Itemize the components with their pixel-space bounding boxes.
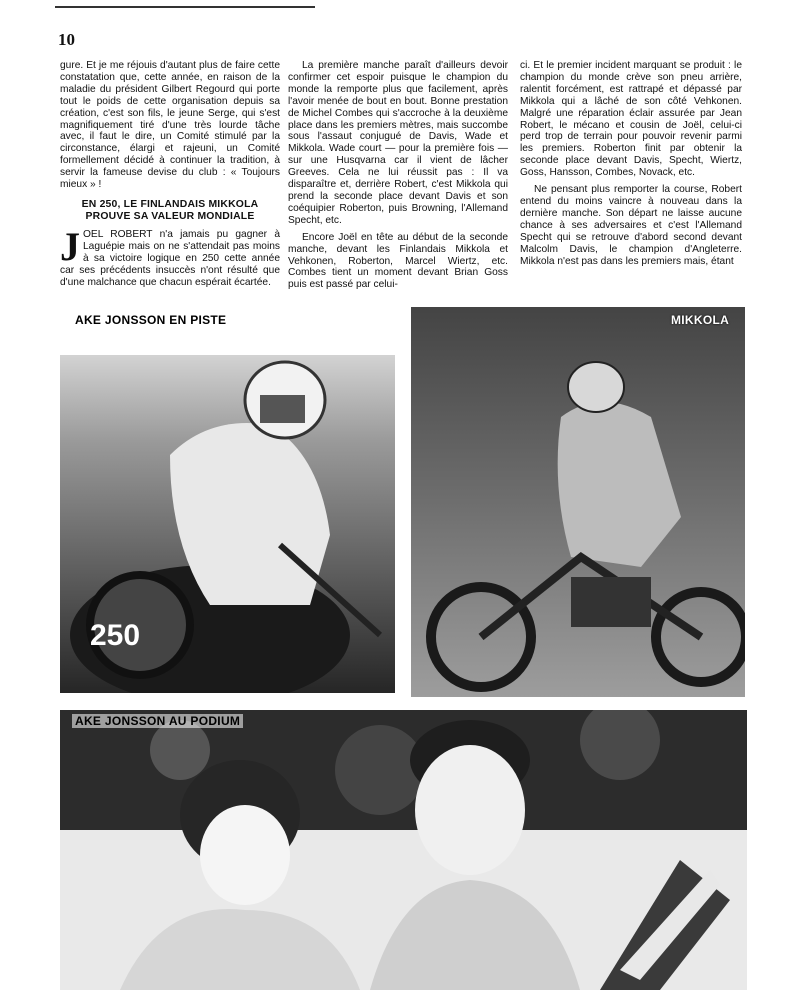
photo-podium [60, 710, 747, 990]
svg-text:250: 250 [90, 619, 141, 652]
caption-right-photo: MIKKOLA [671, 313, 730, 327]
column3-paragraph-1: ci. Et le premier incident marquant se produit : le champion du monde crève son pneu arrière, ralentit forcément, est rattrapé et dépassé par Mikkola qui a lâché de son côté Vehkonen. Malgré une réparation éclair assurée par Jean Robert, le mécano et cousin de Joël, celui-ci perd trop de terrain pour pouvoir revenir parmi les premiers. Roberton finit par obtenir la seconde place devant Davis, Specht, Wiertz, Goss, Hansson, Combes, Novack, etc. [520, 60, 742, 179]
photo-mikkola [411, 307, 745, 697]
text-column-3 [520, 60, 742, 267]
column1-paragraph-2 [60, 223, 280, 289]
text-column-1 [60, 60, 280, 289]
column3-paragraph-2: Ne pensant plus remporter la course, Robert entend du moins vaincre à nouveau dans la dernière manche. Son départ ne laisse aucune chance à ses adversaires et c'est l'Allemand Specht qui se retrouve d'abord second devant Malcolm Davis, le champion d'Angleterre. Mikkola n'est pas dans les premiers mais, étant [520, 184, 742, 267]
caption-left-photo: AKE JONSSON EN PISTE [75, 313, 227, 327]
photo-rider-on-track-image [60, 305, 395, 693]
photo-podium-image [60, 710, 747, 990]
header-rule [55, 6, 315, 8]
text-column-2 [288, 60, 508, 291]
column2-paragraph-1: La première manche paraît d'ailleurs devoir confirmer cet espoir puisque le champion du monde la remporte plus que facilement, après l'avoir menée de bout en bout. Bonne prestation de Michel Combes qui s'accroche à la deuxième place dans les premiers mètres, mais succombe sous l'assaut conjugué de Davis, Wade et Mikkola. Wade court — pour la première fois — sur une Husqvarna car il vient de lâcher Greeves. Cela ne lui réussit pas : Il va disparaître et, derrière Robert, c'est Mikkola qui prend la seconde place devant Davis et son coéquipier Roberton, puis Browning, l'Allemand Specht, etc. [288, 60, 508, 226]
column1-paragraph-2-text: OEL ROBERT n'a jamais pu gagner à Laguépie mais on ne s'attendait pas moins à sa victoire logique en 250 cette année car ses précédents insuccès n'ont résulté que d'une malchance que chacun espérait écartée. [60, 228, 280, 288]
caption-bottom-photo: AKE JONSSON AU PODIUM [72, 714, 243, 728]
column1-paragraph-1: gure. Et je me réjouis d'autant plus de faire cette constatation que, cette année, en raison de la maladie du président Gilbert Regourd qui porte tout le poids de cette organisation depuis sa création, c'est son fils, le jeune Serge, qui s'est magnifiquement tiré d'une très lourde tâche avec, il faut le dire, un Comité stimulé par la circonstance, élargi et rajeuni, un Comité formellement décidé à continuer la tradition, à servir la fameuse devise du club : « Toujours mieux » ! [60, 60, 280, 191]
page-number: 10 [58, 30, 75, 49]
photo-mikkola-image [411, 307, 745, 697]
drop-cap: J [60, 223, 80, 269]
column2-paragraph-2: Encore Joël en tête au début de la seconde manche, devant les Finlandais Mikkola et Vehkonen, Roberton, Marcel Wiertz, etc. Combes tient un moment devant Brian Goss puis est passé par celui- [288, 231, 508, 291]
section-subheading: EN 250, LE FINLANDAIS MIKKOLA PROUVE SA VALEUR MONDIALE [81, 198, 259, 222]
photo-rider-on-track [60, 305, 395, 693]
